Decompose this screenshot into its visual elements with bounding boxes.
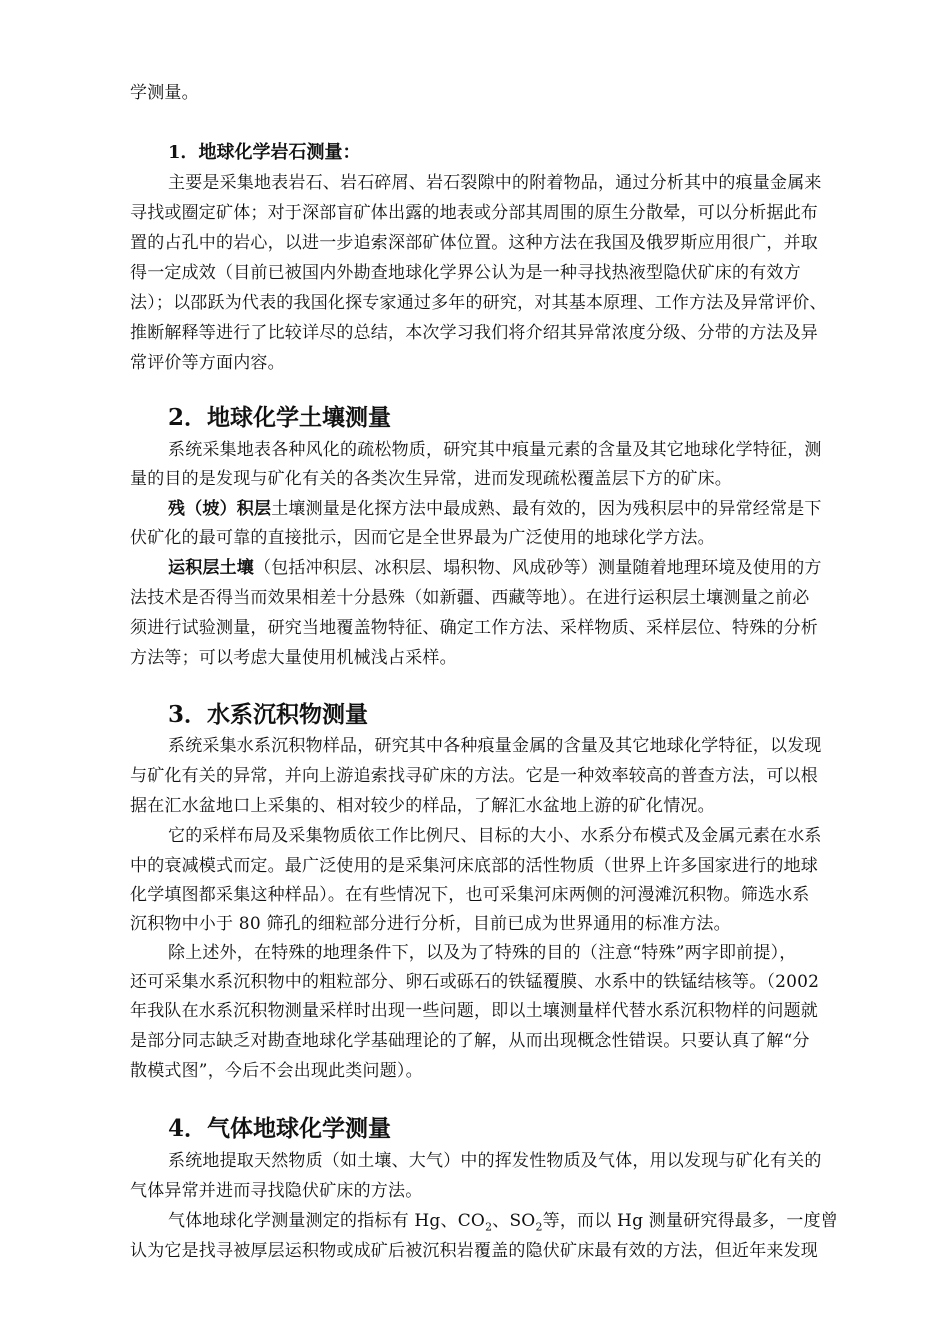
s1-line: 常评价等方面内容。 [130,353,285,373]
s3-p3-line: 年我队在水系沉积物测量采样时出现一些问题，即以土壤测量样代替水系沉积物样的问题就 [130,1001,818,1021]
s1-line: 置的占孔中的岩心，以进一步追索深部矿体位置。这种方法在我国及俄罗斯应用很广，并取 [130,233,818,253]
s1-line: 主要是采集地表岩石、岩石碎屑、岩石裂隙中的附着物品，通过分析其中的痕量金属来 [168,173,822,193]
s3-p3-line: 是部分同志缺乏对勘查地球化学基础理论的了解，从而出现概念性错误。只要认真了解“分 [130,1031,810,1051]
s2-p3-line: 法技术是否得当而效果相差十分悬殊（如新疆、西藏等地）。在进行运积层土壤测量之前必 [130,588,810,608]
s3-p1-line: 系统采集水系沉积物样品，研究其中各种痕量金属的含量及其它地球化学特征，以发现 [168,736,822,756]
section-3-heading: 3．水系沉积物测量 [168,701,369,728]
s2-p3-line [168,558,822,578]
s4-p2-line: 认为它是找寻被厚层运积物或成矿后被沉积岩覆盖的隐伏矿床最有效的方法，但近年来发现 [130,1241,818,1261]
transported-soil-term: 运积层土壤 [168,558,254,578]
s4-p2-text: 等，而以 Hg 测量研究得最多，一度曾 [542,1211,838,1231]
s4-p2-text: 、SO [492,1211,536,1231]
s3-p2-line: 中的衰减模式而定。最广泛使用的是采集河床底部的活性物质（世界上许多国家进行的地球 [130,856,818,876]
s2-p1-line: 系统采集地表各种风化的疏松物质，研究其中痕量元素的含量及其它地球化学特征，测 [168,440,822,460]
s1-line: 寻找或圈定矿体；对于深部盲矿体出露的地表或分部其周围的原生分散晕，可以分析据此布 [130,203,818,223]
s2-p1-line: 量的目的是发现与矿化有关的各类次生异常，进而发现疏松覆盖层下方的矿床。 [130,469,732,489]
s2-p3-line: 须进行试验测量，研究当地覆盖物特征、确定工作方法、采样物质、采样层位、特殊的分析 [130,618,818,638]
s1-line: 得一定成效（目前已被国内外勘查地球化学界公认为是一种寻找热液型隐伏矿床的有效方 [130,263,801,283]
s3-p3-line: 除上述外，在特殊的地理条件下，以及为了特殊的目的（注意“特殊”两字即前提）， [168,943,797,963]
s4-p1-line: 气体异常并进而寻找隐伏矿床的方法。 [130,1181,423,1201]
section-4-heading: 4．气体地球化学测量 [168,1115,392,1142]
s1-line: 法）；以邵跃为代表的我国化探专家通过多年的研究，对其基本原理、工作方法及异常评价、 [130,293,827,313]
s3-p1-line: 与矿化有关的异常，并向上游追索找寻矿床的方法。它是一种效率较高的普查方法，可以根 [130,766,818,786]
s4-p1-line: 系统地提取天然物质（如土壤、大气）中的挥发性物质及气体，用以发现与矿化有关的 [168,1151,822,1171]
s2-p3-text: （包括冲积层、冰积层、塌积物、风成砂等）测量随着地理环境及使用的方 [254,558,822,578]
s3-p2-line: 化学填图都采集这种样品）。在有些情况下，也可采集河床两侧的河漫滩沉积物。筛选水系 [130,885,810,905]
s2-p3-line: 方法等；可以考虑大量使用机械浅占采样。 [130,648,457,668]
s3-p3-line: 散模式图”，今后不会出现此类问题）。 [130,1061,423,1081]
subscript: 2 [535,1220,543,1234]
s2-p2-line [168,499,822,519]
s3-p2-line: 它的采样布局及采集物质依工作比例尺、目标的大小、水系分布模式及金属元素在水系 [168,826,822,846]
s1-line: 推断解释等进行了比较详尽的总结，本次学习我们将介绍其异常浓度分级、分带的方法及异 [130,323,818,343]
s3-p3-line: 还可采集水系沉积物中的粗粒部分、卵石或砾石的铁锰覆膜、水系中的铁锰结核等。（2002 [130,972,820,992]
s2-p2-line: 伏矿化的最可靠的直接批示，因而它是全世界最为广泛使用的地球化学方法。 [130,528,715,548]
s2-p2-text: 土壤测量是化探方法中最成熟、最有效的，因为残积层中的异常经常是下 [271,499,822,519]
section-1-heading: 1．地球化学岩石测量： [168,142,361,163]
section-2-heading: 2．地球化学土壤测量 [168,404,392,431]
residual-soil-term: 残（坡）积层 [168,499,272,519]
s4-p2-text: 气体地球化学测量测定的指标有 Hg、CO [168,1211,486,1231]
s3-p2-line: 沉积物中小于 80 筛孔的细粒部分进行分析，目前已成为世界通用的标准方法。 [130,914,731,934]
intro-line: 学测量。 [130,83,199,103]
s4-p2-line [168,1211,838,1237]
subscript: 2 [485,1220,493,1234]
s3-p1-line: 据在汇水盆地口上采集的、相对较少的样品，了解汇水盆地上游的矿化情况。 [130,796,715,816]
